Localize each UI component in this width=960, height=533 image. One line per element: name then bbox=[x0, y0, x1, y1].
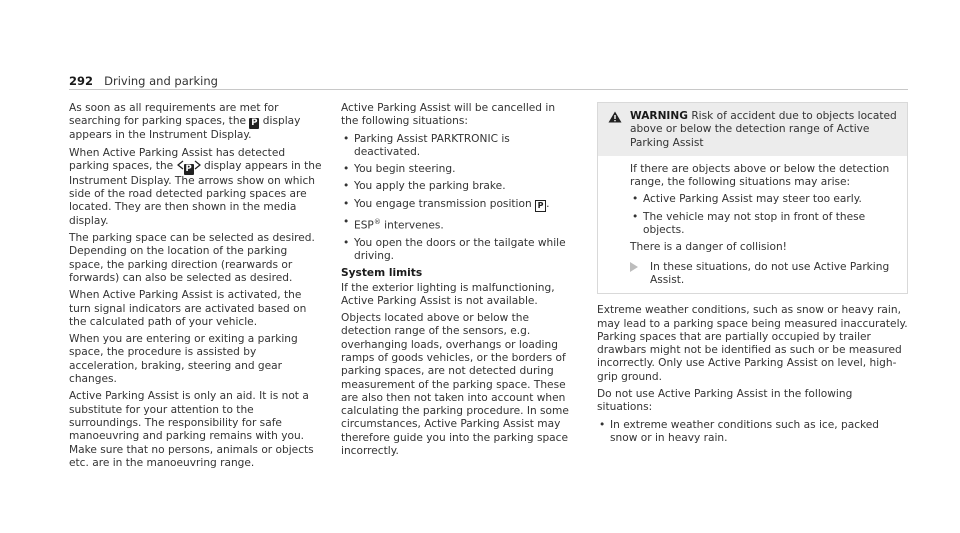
parking-icon: P bbox=[185, 163, 192, 174]
column-middle bbox=[341, 102, 571, 462]
warning-triangle-icon bbox=[608, 110, 630, 150]
heading-system-limits: System limits bbox=[341, 267, 423, 280]
warning-header bbox=[598, 103, 907, 156]
column-left bbox=[69, 102, 325, 474]
parking-icon: P bbox=[251, 118, 258, 129]
paragraph-selection: The parking space can be selected as desired. Depending on the location of the parking space, the parking direction (rearwards or forwards) can also be selected as desired. bbox=[69, 232, 315, 284]
paragraph-weather: Extreme weather conditions, such as snow or heavy rain, may lead to a parking space being measured inaccurately. Parking spaces that are partially occupied by trailer drawbars might not be identified as such or be measured incorrectly. Only use Active Parking Assist on level, high-grip ground. bbox=[597, 304, 908, 383]
parking-arrows-icon bbox=[177, 160, 201, 175]
page-header bbox=[69, 70, 909, 89]
warning-instruction: In these situations, do not use Active Parking Assist. bbox=[630, 261, 897, 288]
instruction-arrow-icon bbox=[630, 262, 638, 276]
warning-danger: There is a danger of collision! bbox=[630, 241, 787, 254]
paragraph-assist: When you are entering or exiting a parking space, the procedure is assisted by acceleration, braking, steering and gear changes. bbox=[69, 333, 298, 386]
paragraph-detected-spaces: When Active Parking Assist has detected parking spaces, the P display appears in the Instrument Display. The arrows show on which side of the road detected parking spaces are located. They are then shown in the media display. bbox=[69, 146, 322, 227]
warning-list bbox=[630, 193, 897, 237]
list-item: • You begin steering. bbox=[341, 163, 571, 176]
warning-intro: If there are objects above or below the detection range, the following situations may arise: bbox=[630, 162, 890, 189]
page-number: 292 bbox=[69, 74, 94, 88]
do-not-use-list bbox=[597, 419, 908, 446]
warning-label: WARNING bbox=[630, 110, 688, 122]
cancel-list bbox=[341, 133, 571, 264]
warning-title: Risk of accident due to objects located above or below the detection range of Active Parking Assist bbox=[630, 110, 897, 149]
list-item: • You open the doors or the tailgate while driving. bbox=[341, 237, 571, 264]
list-item: • You apply the parking brake. bbox=[341, 180, 571, 193]
header-divider bbox=[69, 89, 908, 90]
warning-box bbox=[597, 102, 908, 294]
paragraph-objects: Objects located above or below the detection range of the sensors, e.g. overhanging loads, overhangs or loading ramps of goods vehicles, or the borders of parking spaces, are not detected during measurement of the parking space. These are also then not taken into account when calculating the parking procedure. In some circumstances, Active Parking Assist may therefore guide you into the parking space incorrectly. bbox=[341, 312, 569, 458]
list-item: • ESP® intervenes. bbox=[341, 216, 571, 233]
paragraph-do-not-use: Do not use Active Parking Assist in the following situations: bbox=[597, 388, 853, 414]
paragraph-turn-signals: When Active Parking Assist is activated, the turn signal indicators are activated based on the calculated path of your vehicle. bbox=[69, 289, 307, 328]
list-item: • You engage transmission position P . bbox=[341, 198, 571, 212]
list-item: • Active Parking Assist may steer too early. bbox=[630, 193, 897, 206]
paragraph-lighting: If the exterior lighting is malfunctioning, Active Parking Assist is not available. bbox=[341, 281, 555, 307]
paragraph-responsibility: Active Parking Assist is only an aid. It is not a substitute for your attention to the surroundings. The responsibility for safe manoeuvring and parking remains with you. Make sure that no persons, animals or objects etc. are in the manoeuvring range. bbox=[69, 390, 314, 469]
list-item: • The vehicle may not stop in front of these objects. bbox=[630, 211, 897, 238]
paragraph-search-requirements: As soon as all requirements are met for searching for parking spaces, the P display appears in the Instrument Display. bbox=[69, 102, 301, 142]
list-item: • In extreme weather conditions such as ice, packed snow or in heavy rain. bbox=[597, 419, 908, 446]
section-title: Driving and parking bbox=[104, 74, 218, 88]
column-right bbox=[597, 102, 908, 449]
paragraph-cancel-intro: Active Parking Assist will be cancelled in the following situations: bbox=[341, 102, 556, 128]
list-item: • Parking Assist PARKTRONIC is deactivated. bbox=[341, 133, 571, 160]
transmission-p-icon: P bbox=[535, 200, 546, 212]
warning-body bbox=[598, 156, 907, 293]
